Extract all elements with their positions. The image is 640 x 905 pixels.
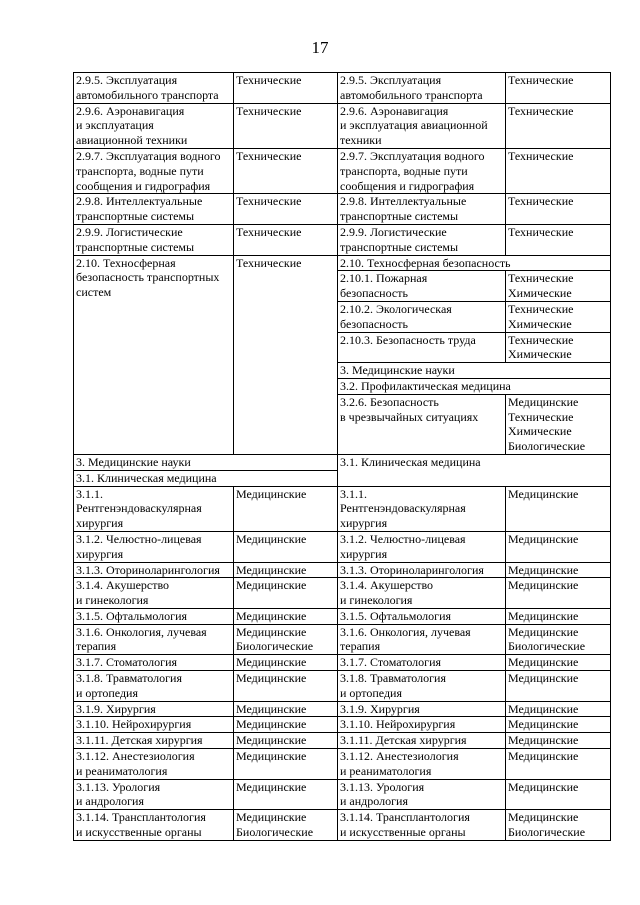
new-branch-cell: Медицинские bbox=[506, 562, 611, 578]
table-row bbox=[74, 624, 611, 655]
old-specialty-cell: 3.1.10. Нейрохирургия bbox=[74, 717, 234, 733]
new-specialty-cell: 3.1.4. Акушерство и гинекология bbox=[338, 578, 506, 609]
table-row bbox=[74, 655, 611, 671]
old-specialty-cell: 3.1.2. Челюстно-лицевая хирургия bbox=[74, 531, 234, 562]
old-specialty-cell: 3.1.4. Акушерство и гинекология bbox=[74, 578, 234, 609]
old-branch-cell: Медицинские bbox=[234, 578, 338, 609]
new-specialty-cell: 3.1.7. Стоматология bbox=[338, 655, 506, 671]
new-specialty-cell: 3.1.6. Онкология, лучевая терапия bbox=[338, 624, 506, 655]
table-row bbox=[74, 73, 611, 104]
old-branch-cell: Технические bbox=[234, 103, 338, 148]
old-specialty-cell: 2.9.8. Интеллектуальные транспортные системы bbox=[74, 194, 234, 225]
new-branch-cell: Медицинские bbox=[506, 578, 611, 609]
table-row bbox=[74, 531, 611, 562]
new-branch-cell: Медицинские bbox=[506, 779, 611, 810]
new-branch-cell: Медицинские bbox=[506, 717, 611, 733]
new-specialty-cell: 3.2.6. Безопасность в чрезвычайных ситуациях bbox=[338, 394, 506, 454]
old-specialty-cell: 3.1.11. Детская хирургия bbox=[74, 733, 234, 749]
new-branch-cell: Медицинские bbox=[506, 701, 611, 717]
old-specialty-cell: 2.9.7. Эксплуатация водного транспорта, водные пути сообщения и гидрография bbox=[74, 148, 234, 193]
old-branch-cell: Медицинские bbox=[234, 655, 338, 671]
table-row bbox=[74, 486, 611, 531]
old-branch-cell: Медицинские Биологические bbox=[234, 810, 338, 841]
new-specialty-cell: 3.1.11. Детская хирургия bbox=[338, 733, 506, 749]
table-row bbox=[74, 608, 611, 624]
old-specialty-cell: 3.1.12. Анестезиология и реаниматология bbox=[74, 749, 234, 780]
new-specialty-cell: 3.1.3. Оториноларингология bbox=[338, 562, 506, 578]
section-header: 3. Медицинские науки bbox=[74, 454, 338, 470]
new-branch-cell: Технические Химические bbox=[506, 271, 611, 302]
new-branch-cell: Медицинские bbox=[506, 608, 611, 624]
table-row bbox=[74, 255, 611, 271]
new-branch-cell: Технические Химические bbox=[506, 301, 611, 332]
new-branch-cell: Медицинские bbox=[506, 486, 611, 531]
old-branch-cell: Медицинские bbox=[234, 749, 338, 780]
new-branch-cell: Медицинские bbox=[506, 671, 611, 702]
new-branch-cell: Медицинские Технические Химические Биологические bbox=[506, 394, 611, 454]
new-specialty-cell: 3.1.12. Анестезиология и реаниматология bbox=[338, 749, 506, 780]
old-specialty-cell: 3.1.5. Офтальмология bbox=[74, 608, 234, 624]
new-specialty-cell: 3.1.8. Травматология и ортопедия bbox=[338, 671, 506, 702]
new-specialty-cell: 3.1.13. Урология и андрология bbox=[338, 779, 506, 810]
table-row bbox=[74, 701, 611, 717]
old-specialty-cell: 3.1.3. Оториноларингология bbox=[74, 562, 234, 578]
table-row bbox=[74, 671, 611, 702]
table-row bbox=[74, 224, 611, 255]
old-specialty-cell: 2.9.9. Логистические транспортные системы bbox=[74, 224, 234, 255]
old-specialty-cell: 3.1.6. Онкология, лучевая терапия bbox=[74, 624, 234, 655]
new-specialty-cell: 3.1.2. Челюстно-лицевая хирургия bbox=[338, 531, 506, 562]
table-row bbox=[74, 454, 611, 470]
new-specialty-cell: 2.10.2. Экологическая безопасность bbox=[338, 301, 506, 332]
old-specialty-cell: 3.1.8. Травматология и ортопедия bbox=[74, 671, 234, 702]
table-row bbox=[74, 578, 611, 609]
old-branch-cell: Медицинские bbox=[234, 733, 338, 749]
old-branch-cell: Технические bbox=[234, 224, 338, 255]
new-branch-cell: Технические bbox=[506, 224, 611, 255]
old-branch-cell: Медицинские bbox=[234, 717, 338, 733]
section-header: 3.1. Клиническая медицина bbox=[338, 454, 611, 486]
table-row bbox=[74, 733, 611, 749]
section-header: 3. Медицинские науки bbox=[338, 363, 611, 379]
new-specialty-cell: 3.1.14. Трансплантология и искусственные органы bbox=[338, 810, 506, 841]
new-specialty-cell: 2.9.6. Аэронавигация и эксплуатация авиационной техники bbox=[338, 103, 506, 148]
old-specialty-cell: 2.9.5. Эксплуатация автомобильного транспорта bbox=[74, 73, 234, 104]
new-specialty-cell: 3.1.1. Рентгенэндоваскулярная хирургия bbox=[338, 486, 506, 531]
old-specialty-cell: 2.10. Техносферная безопасность транспортных систем bbox=[74, 255, 234, 454]
old-specialty-cell: 2.9.6. Аэронавигация и эксплуатация авиационной техники bbox=[74, 103, 234, 148]
new-specialty-cell: 2.9.9. Логистические транспортные системы bbox=[338, 224, 506, 255]
specialties-table bbox=[73, 72, 611, 841]
old-specialty-cell: 3.1.1. Рентгенэндоваскулярная хирургия bbox=[74, 486, 234, 531]
table-row bbox=[74, 779, 611, 810]
table-row bbox=[74, 717, 611, 733]
new-specialty-cell: 3.1.10. Нейрохирургия bbox=[338, 717, 506, 733]
table-row bbox=[74, 562, 611, 578]
section-header: 2.10. Техносферная безопасность bbox=[338, 255, 611, 271]
new-branch-cell: Медицинские Биологические bbox=[506, 624, 611, 655]
new-specialty-cell: 3.1.5. Офтальмология bbox=[338, 608, 506, 624]
old-specialty-cell: 3.1.7. Стоматология bbox=[74, 655, 234, 671]
old-branch-cell: Медицинские bbox=[234, 531, 338, 562]
new-branch-cell: Медицинские bbox=[506, 749, 611, 780]
old-specialty-cell: 3.1.14. Трансплантология и искусственные органы bbox=[74, 810, 234, 841]
table-row bbox=[74, 148, 611, 193]
old-branch-cell: Технические bbox=[234, 255, 338, 454]
old-branch-cell: Медицинские bbox=[234, 608, 338, 624]
old-branch-cell: Технические bbox=[234, 194, 338, 225]
table-row bbox=[74, 194, 611, 225]
new-specialty-cell: 2.10.1. Пожарная безопасность bbox=[338, 271, 506, 302]
new-branch-cell: Технические bbox=[506, 73, 611, 104]
new-specialty-cell: 2.9.8. Интеллектуальные транспортные системы bbox=[338, 194, 506, 225]
old-branch-cell: Технические bbox=[234, 148, 338, 193]
new-specialty-cell: 2.9.7. Эксплуатация водного транспорта, водные пути сообщения и гидрография bbox=[338, 148, 506, 193]
table-row bbox=[74, 810, 611, 841]
new-branch-cell: Медицинские bbox=[506, 531, 611, 562]
new-branch-cell: Технические bbox=[506, 103, 611, 148]
new-branch-cell: Медицинские bbox=[506, 733, 611, 749]
new-branch-cell: Технические Химические bbox=[506, 332, 611, 363]
old-branch-cell: Медицинские bbox=[234, 562, 338, 578]
old-specialty-cell: 3.1.9. Хирургия bbox=[74, 701, 234, 717]
old-branch-cell: Медицинские bbox=[234, 671, 338, 702]
old-branch-cell: Технические bbox=[234, 73, 338, 104]
new-specialty-cell: 2.9.5. Эксплуатация автомобильного транспорта bbox=[338, 73, 506, 104]
page-number: 17 bbox=[311, 38, 329, 57]
old-specialty-cell: 3.1.13. Урология и андрология bbox=[74, 779, 234, 810]
new-specialty-cell: 3.1.9. Хирургия bbox=[338, 701, 506, 717]
old-branch-cell: Медицинские bbox=[234, 701, 338, 717]
old-branch-cell: Медицинские bbox=[234, 486, 338, 531]
new-branch-cell: Технические bbox=[506, 148, 611, 193]
new-specialty-cell: 2.10.3. Безопасность труда bbox=[338, 332, 506, 363]
new-branch-cell: Медицинские bbox=[506, 655, 611, 671]
new-branch-cell: Технические bbox=[506, 194, 611, 225]
section-header: 3.1. Клиническая медицина bbox=[74, 470, 338, 486]
section-header: 3.2. Профилактическая медицина bbox=[338, 378, 611, 394]
old-branch-cell: Медицинские Биологические bbox=[234, 624, 338, 655]
new-branch-cell: Медицинские Биологические bbox=[506, 810, 611, 841]
table-row bbox=[74, 749, 611, 780]
old-branch-cell: Медицинские bbox=[234, 779, 338, 810]
table-row bbox=[74, 103, 611, 148]
